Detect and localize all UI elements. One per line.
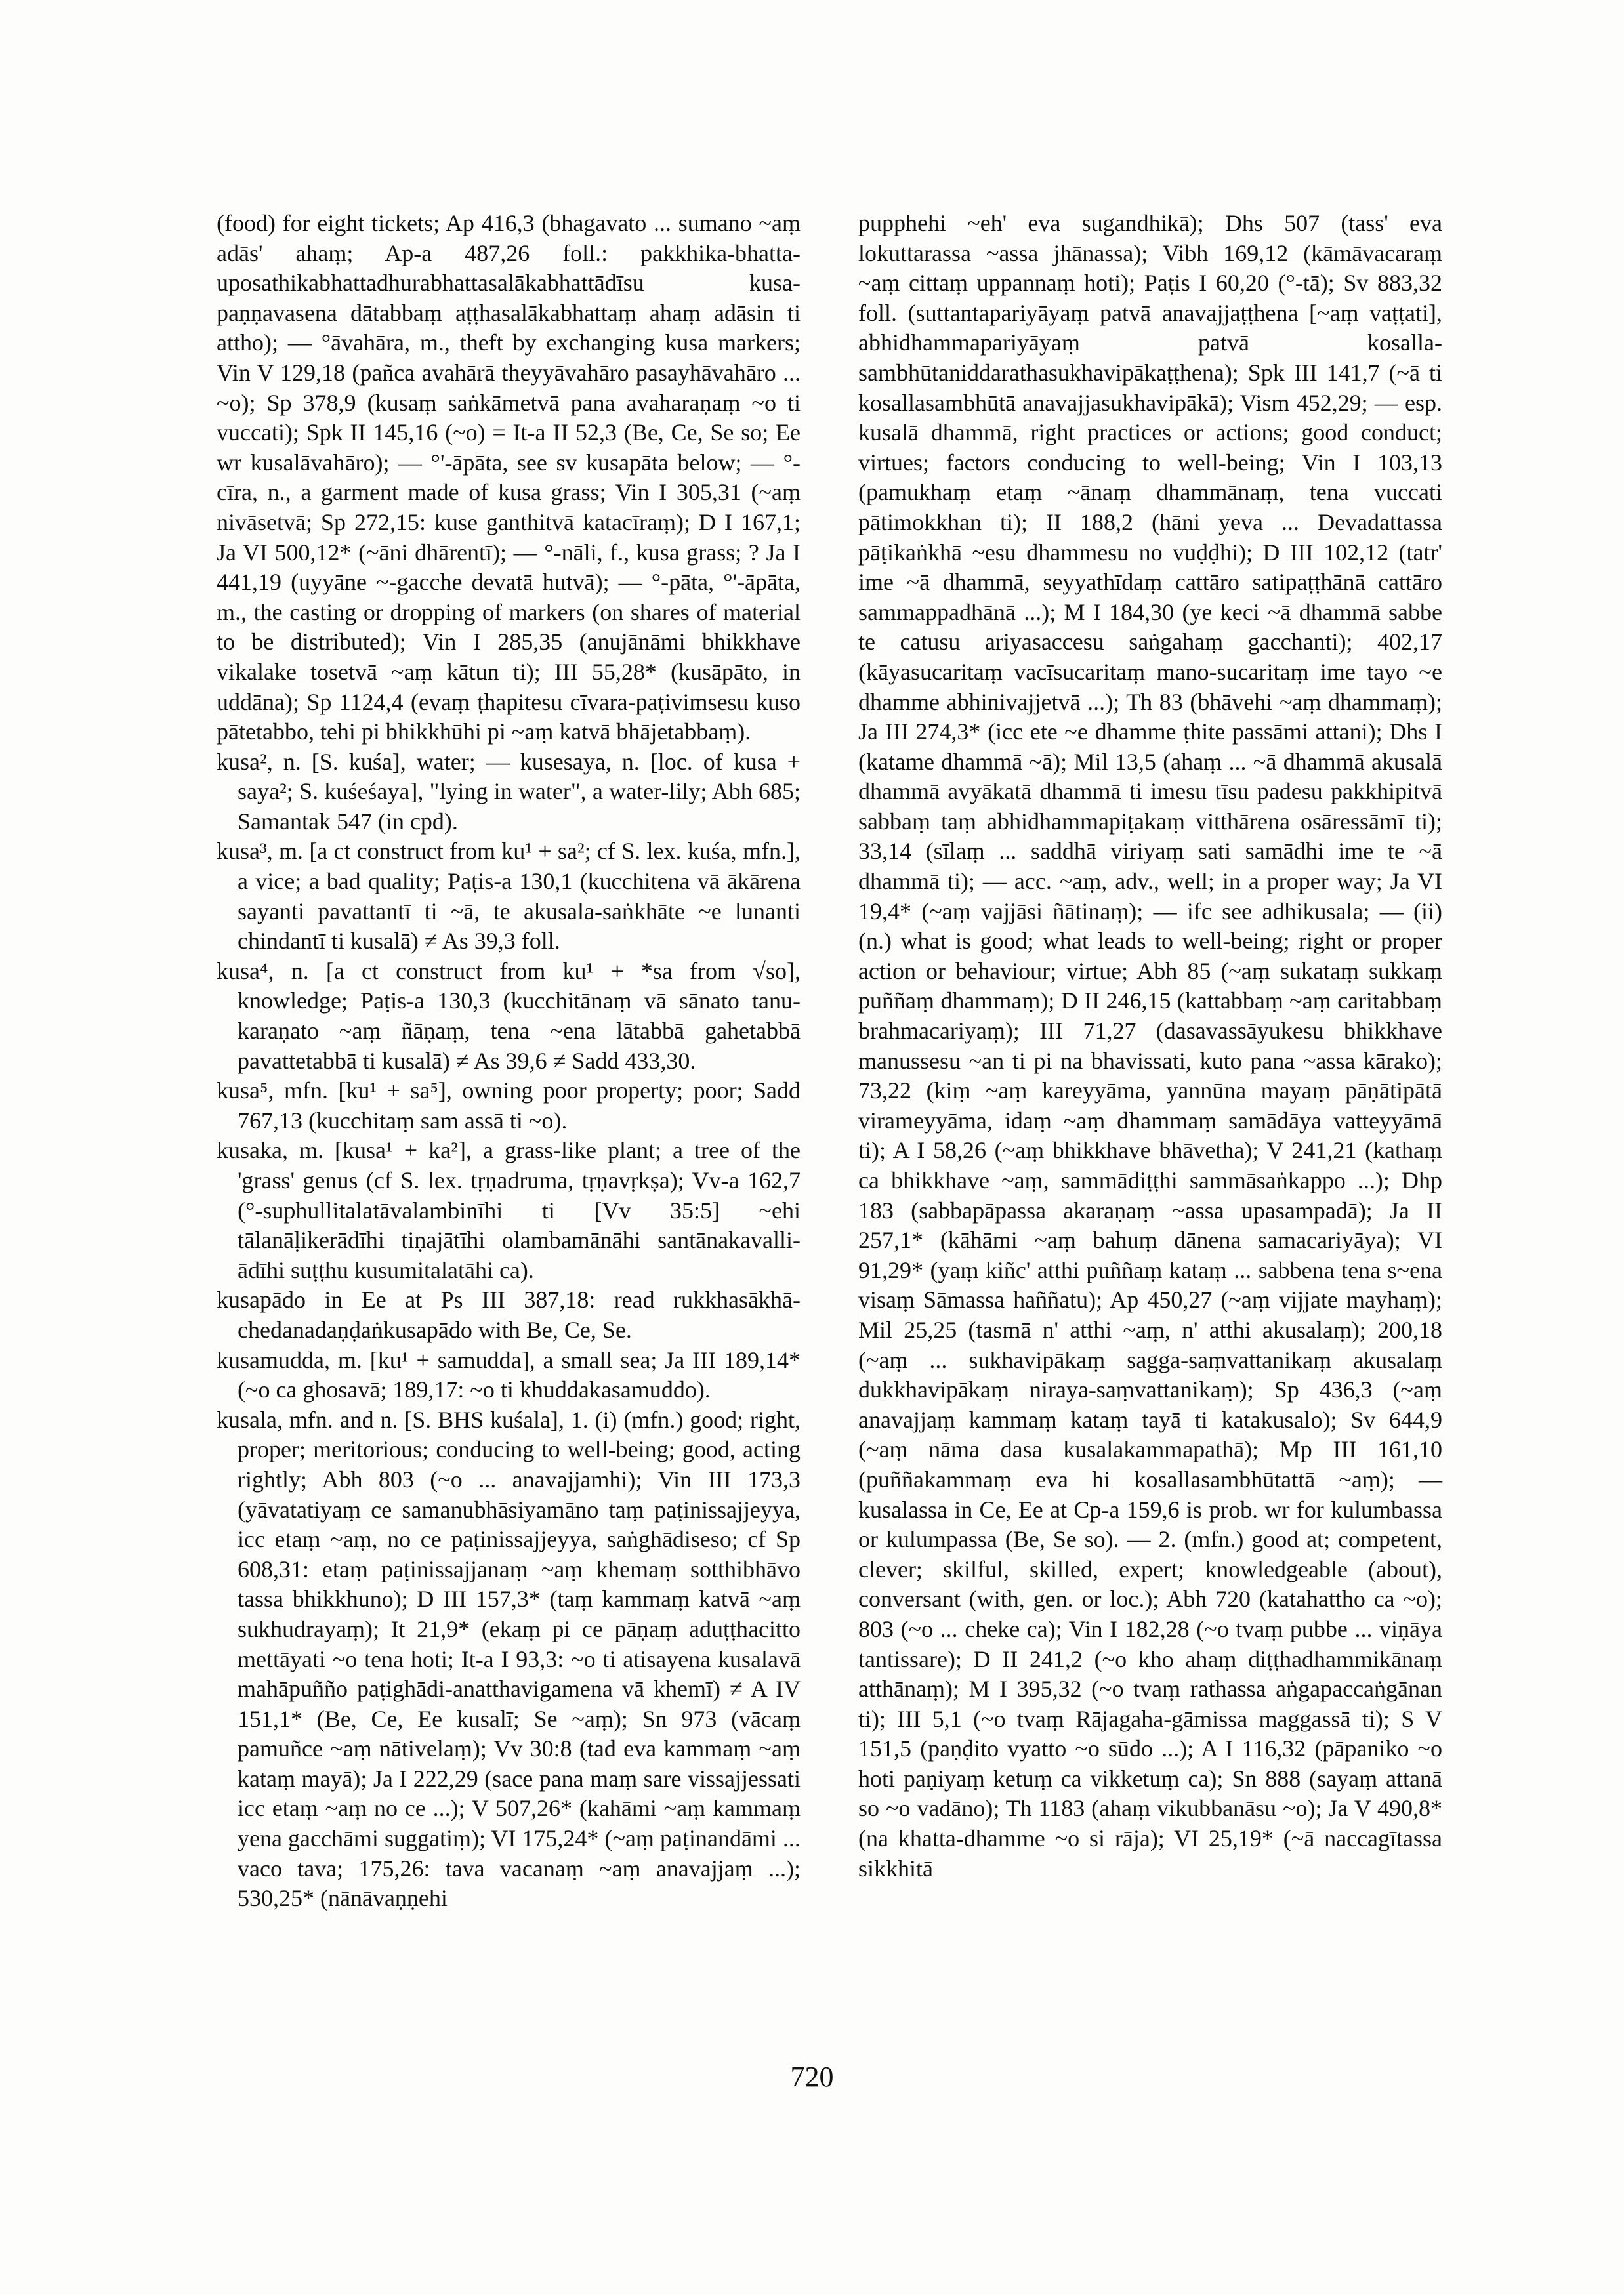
- left-column: [217, 209, 801, 1914]
- continued-entry: (food) for eight tickets; Ap 416,3 (bhagavato ... sumano ~aṃ adās' ahaṃ; Ap-a 487,26 foll.: pakkhika-bhatta-uposathikabhattadhurabhattasalākabhattādīsu kusa-paṇṇavasena dātabbaṃ aṭṭhasalākabhattaṃ ahaṃ adāsin ti attho); — °āvahāra, m., theft by exchanging kusa markers; Vin V 129,18 (pañca avahārā theyyāvahāro pasayhāvahāro ... ~o); Sp 378,9 (kusaṃ saṅkāmetvā pana avaharaṇaṃ ~o ti vuccati); Spk II 145,16 (~o) = It-a II 52,3 (Be, Ce, Se so; Ee wr kusalāvahāro); — °'-āpāta, see sv kusapāta below; — °-cīra, n., a garment made of kusa grass; Vin I 305,31 (~aṃ nivāsetvā; Sp 272,15: kuse ganthitvā katacīraṃ); D I 167,1; Ja VI 500,12* (~āni dhārentī); — °-nāli, f., kusa grass; ? Ja I 441,19 (uyyāne ~-gacche devatā hutvā); — °-pāta, °'-āpāta, m., the casting or dropping of markers (on shares of material to be distributed); Vin I 285,35 (anujānāmi bhikkhave vikalake tosetvā ~aṃ kātun ti); III 55,28* (kusāpāto, in uddāna); Sp 1124,4 (evaṃ ṭhapitesu cīvara-paṭivimsesu kuso pātetabbo, tehi pi bhikkhūhi pi ~aṃ katvā bhājetabbaṃ).: [217, 210, 801, 745]
- dictionary-entry-kusa3: kusa³, m. [a ct construct from ku¹ + sa²; cf S. lex. kuśa, mfn.], a vice; a bad quality; Paṭis-a 130,1 (kucchitena vā ākārena sayanti pavattantī ti ~ā, te akusala-saṅkhāte ~e lunanti chindantī ti kusalā) ≠ As 39,3 foll.: [217, 838, 801, 955]
- dictionary-entry-kusa4: kusa⁴, n. [a ct construct from ku¹ + *sa from √so], knowledge; Paṭis-a 130,3 (kucchitānaṃ vā sānato tanu-karaṇato ~aṃ ñāṇaṃ, tena ~ena lātabbā gahetabbā pavattetabbā ti kusalā) ≠ As 39,6 ≠ Sadd 433,30.: [217, 957, 801, 1074]
- dictionary-entry-kusala: kusala, mfn. and n. [S. BHS kuśala], 1. (i) (mfn.) good; right, proper; meritorious; conducing to well-being; good, acting rightly; Abh 803 (~o ... anavajjamhi); Vin III 173,3 (yāvatatiyaṃ ce samanubhāsiyamāno taṃ paṭinissajjeyya, icc etaṃ ~aṃ, no ce paṭinissajjeyya, saṅghādiseso; cf Sp 608,31: etaṃ paṭinissajjanaṃ ~aṃ khemaṃ sotthibhāvo tassa bhikkhuno); D III 157,3* (taṃ kammaṃ katvā ~aṃ sukhudrayaṃ); It 21,9* (ekaṃ pi ce pāṇaṃ aduṭṭhacitto mettāyati ~o tena hoti; It-a I 93,3: ~o ti atisayena kusalavā mahāpuñño paṭighādi-anatthavigamena vā khemī) ≠ A IV 151,1* (Be, Ce, Ee kusalī; Se ~aṃ); Sn 973 (vācaṃ pamuñce ~aṃ nātivelaṃ); Vv 30:8 (tad eva kammaṃ ~aṃ kataṃ mayā); Ja I 222,29 (sace pana maṃ sare vissajjessati icc etaṃ ~aṃ no ce ...); V 507,26* (kahāmi ~aṃ kammaṃ yena gacchāmi suggatiṃ); VI 175,24* (~aṃ paṭinandāmi ... vaco tava; 175,26: tava vacanaṃ ~aṃ anavajjaṃ ...); 530,25* (nānāvaṇṇehi: [217, 1406, 801, 1912]
- dictionary-entry-kusa2: kusa², n. [S. kuśa], water; — kusesaya, n. [loc. of kusa + saya²; S. kuśeśaya], "lying in water", a water-lily; Abh 685; Samantak 547 (in cpd).: [217, 748, 801, 835]
- dictionary-entry-kusa5: kusa⁵, mfn. [ku¹ + sa⁵], owning poor property; poor; Sadd 767,13 (kucchitaṃ sam assā ti ~o).: [217, 1077, 801, 1134]
- continued-entry-kusala: pupphehi ~eh' eva sugandhikā); Dhs 507 (tass' eva lokuttarassa ~assa jhānassa); Vibh 169,12 (kāmāvacaraṃ ~aṃ cittaṃ uppannaṃ hoti); Paṭis I 60,20 (°-tā); Sv 883,32 foll. (suttantapariyāyaṃ patvā anavajjaṭṭhena [~aṃ vaṭṭati], abhidhammapariyāyaṃ patvā kosalla-sambhūtaniddarathasukhavipākaṭṭhena); Spk III 141,7 (~ā ti kosallasambhūtā anavajjasukhavipākā); Vism 452,29; — esp. kusalā dhammā, right practices or actions; good conduct; virtues; factors conducing to well-being; Vin I 103,13 (pamukhaṃ etaṃ ~ānaṃ dhammānaṃ, tena vuccati pātimokkhan ti); II 188,2 (hāni yeva ... Devadattassa pāṭikaṅkhā ~esu dhammesu no vuḍḍhi); D III 102,12 (tatr' ime ~ā dhammā, seyyathīdaṃ cattāro satipaṭṭhānā cattāro sammappadhānā ...); M I 184,30 (ye keci ~ā dhammā sabbe te catusu ariyasaccesu saṅgahaṃ gacchanti); 402,17 (kāyasucaritaṃ vacīsucaritaṃ mano-sucaritaṃ ime tayo ~e dhamme abhinivajjetvā ...); Th 83 (bhāvehi ~aṃ dhammaṃ); Ja III 274,3* (icc ete ~e dhamme ṭhite passāmi attani); Dhs I (katame dhammā ~ā); Mil 13,5 (ahaṃ ... ~ā dhammā akusalā dhammā avyākatā dhammā ti imesu tīsu padesu pakkhipitvā sabbaṃ taṃ abhidhammapiṭakaṃ vitthārena osāressāmī ti); 33,14 (sīlaṃ ... saddhā viriyaṃ sati samādhi ime te ~ā dhammā ti); — acc. ~aṃ, adv., well; in a proper way; Ja VI 19,4* (~aṃ vajjāsi ñātinaṃ); — ifc see adhikusala; — (ii) (n.) what is good; what leads to well-being; right or proper action or behaviour; virtue; Abh 85 (~aṃ sukataṃ sukkaṃ puññaṃ dhammaṃ); D II 246,15 (kattabbaṃ ~aṃ caritabbaṃ brahmacariyaṃ); III 71,27 (dasavassāyukesu bhikkhave manussesu ~an ti pi na bhavissati, kuto pana ~assa kārako); 73,22 (kiṃ ~aṃ kareyyāma, yannūna mayaṃ pāṇātipātā virameyyāma, idaṃ ~aṃ dhammaṃ samādāya vatteyyāmā ti); A I 58,26 (~aṃ bhikkhave bhāvetha); V 241,21 (kathaṃ ca bhikkhave ~aṃ, sammādiṭṭhi sammāsaṅkappo ...); Dhp 183 (sabbapāpassa akaraṇaṃ ~assa upasampadā); Ja II 257,1* (kāhāmi ~aṃ bahuṃ dānena samacariyāya); VI 91,29* (yaṃ kiñc' atthi puññaṃ kataṃ ... sabbena tena s~ena visaṃ Sāmassa haññatu); Ap 450,27 (~aṃ vijjate mayhaṃ); Mil 25,25 (tasmā n' atthi ~aṃ, n' atthi akusalaṃ); 200,18 (~aṃ ... sukhavipākaṃ sagga-saṃvattanikaṃ akusalaṃ dukkhavipākaṃ niraya-saṃvattanikaṃ); Sp 436,3 (~aṃ anavajjaṃ kammaṃ kataṃ tayā ti katakusalo); Sv 644,9 (~aṃ nāma dasa kusalakammapathā); Mp III 161,10 (puññakammaṃ eva hi kosallasambhūtattā ~aṃ); — kusalassa in Ce, Ee at Cp-a 159,6 is prob. wr for kulumbassa or kulumpassa (Be, Se so). — 2. (mfn.) good at; competent, clever; skilful, skilled, expert; knowledgeable (about), conversant (with, gen. or loc.); Abh 720 (katahattho ca ~o); 803 (~o ... cheke ca); Vin I 182,28 (~o tvaṃ pubbe ... viṇāya tantissare); D II 241,2 (~o kho ahaṃ diṭṭhadhammikānaṃ atthānaṃ); M I 395,32 (~o tvaṃ rathassa aṅgapaccaṅgānan ti); III 5,1 (~o tvaṃ Rājagaha-gāmissa maggassā ti); S V 151,5 (paṇḍito vyatto ~o sūdo ...); A I 116,32 (pāpaniko ~o hoti paṇiyaṃ ketuṃ ca vikketuṃ ca); Sn 888 (sayaṃ attanā so ~o vadāno); Th 1183 (ahaṃ vikubbanāsu ~o); Ja V 490,8* (na khatta-dhamme ~o si rāja); VI 25,19* (~ā naccagītassa sikkhitā: [858, 210, 1442, 1882]
- dictionary-entry-kusapado: kusapādo in Ee at Ps III 387,18: read rukkhasākhā-chedanadaṇḍaṅkusapādo with Be, Ce, Se.: [217, 1287, 801, 1343]
- dictionary-entry-kusaka: kusaka, m. [kusa¹ + ka²], a grass-like plant; a tree of the 'grass' genus (cf S. lex. tṛṇadruma, tṛṇavṛkṣa); Vv-a 162,7 (°-suphullitalatāvalambinīhi ti [Vv 35:5] ~ehi tālanāḷikerādīhi tiṇajātīhi olambamānāhi santānakavalli-ādīhi suṭṭhu kusumitalatāhi ca).: [217, 1137, 801, 1283]
- page-number: 720: [790, 2061, 834, 2093]
- right-column: [858, 209, 1442, 1884]
- dictionary-entry-kusamudda: kusamudda, m. [ku¹ + samudda], a small sea; Ja III 189,14* (~o ca ghosavā; 189,17: ~o ti khuddakasamuddo).: [217, 1346, 801, 1403]
